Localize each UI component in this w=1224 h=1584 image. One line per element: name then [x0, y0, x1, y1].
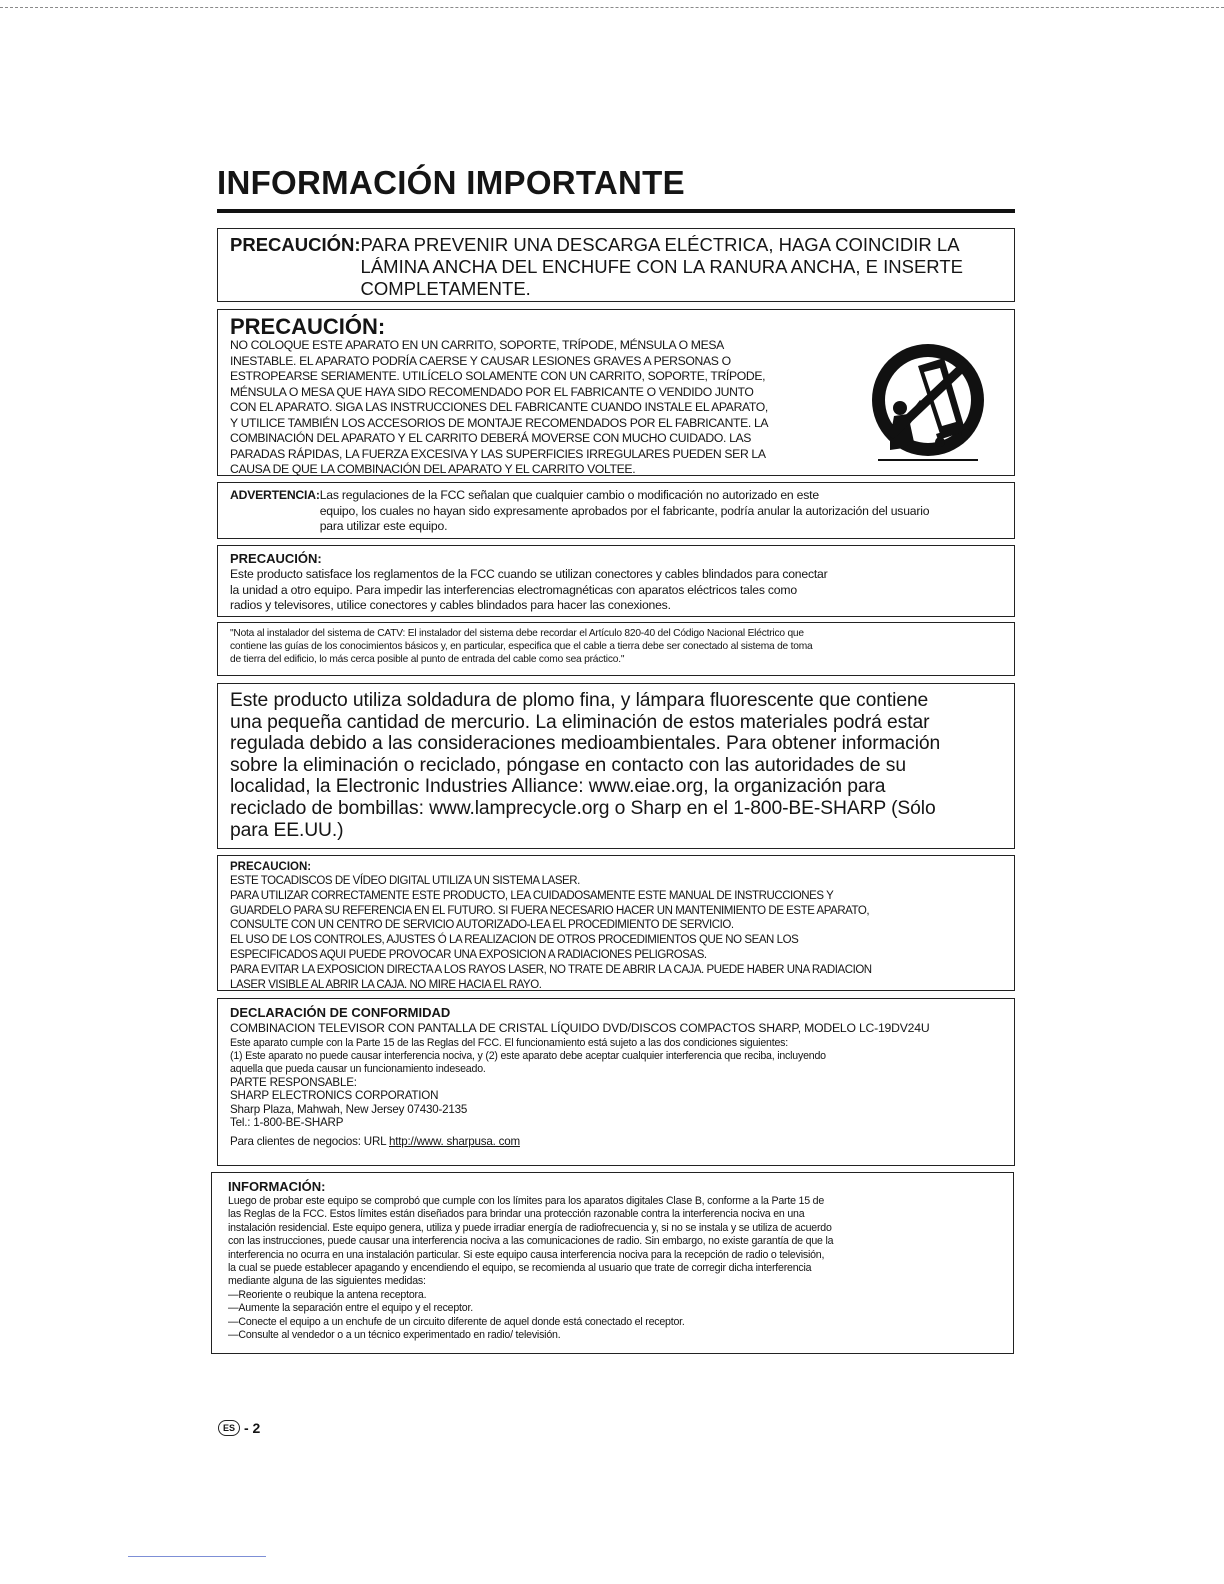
page-number: [218, 1420, 260, 1436]
cart-tip-over-warning-icon: [860, 338, 995, 468]
caution-plug-text: [230, 234, 1002, 300]
caution-cables-box: [217, 545, 1015, 617]
business-url-link[interactable]: http://www. sharpusa. com: [389, 1134, 520, 1148]
fcc-warning-box: [217, 482, 1015, 539]
caution-plug-body: PARA PREVENIR UNA DESCARGA ELÉCTRICA, HAGA COINCIDIR LA LÁMINA ANCHA DEL ENCHUFE CON LA RANURA ANCHA, E INSERTE COMPLETAMENTE.: [360, 234, 963, 299]
title-underline: [217, 209, 1015, 213]
fcc-warning-body: Las regulaciones de la FCC señalan que cualquier cambio o modificación no autorizado en este equipo, los cuales no hayan sido expresamente aprobados por el fabricante, podría anular la autorización del usuario para utilizar este equipo.: [319, 488, 930, 533]
caution-laser-heading: PRECAUCION:: [230, 861, 312, 873]
caution-cables-body: Este producto satisface los reglamentos de la FCC cuando se utilizan conectores y cables blindados para conectar la unidad a otro equipo. Para impedir las interferencias electromagnéticas con aparatos eléctricos tales como radios y televisores, utilice conectores y cables blindados para hacer las conexiones.: [230, 567, 828, 612]
business-url-label: Para clientes de negocios: URL: [230, 1134, 389, 1148]
catv-note-text: "Nota al instalador del sistema de CATV: El instalador del sistema debe recordar el Artículo 820-40 del Código Nacional Eléctrico que contiene las guías de los conocimientos básicos y, en particular, especifica que el cable a tierra debe ser conectado al sistema de toma de tierra del edificio, lo más cerca posible al punto de entrada del cable como sea práctico.": [230, 628, 813, 665]
fcc-warning-label: ADVERTENCIA:: [230, 488, 320, 502]
page-number-text: - 2: [244, 1420, 261, 1436]
mercury-notice-text: Este producto utiliza soldadura de plomo fina, y lámpara fluorescente que contiene una pequeña cantidad de mercurio. La eliminación de estos materiales podrá estar regulada debido a las consideraciones medioambientales. Para obtener información sobre la eliminación o reciclado, póngase en contacto con las autoridades de su localidad, la Electronic Industries Alliance: www.eiae.org, la organización para reciclado de bombillas: www.lamprecycle.org o Sharp en el 1-800-BE-SHARP (Sólo para EE.UU.): [230, 690, 941, 841]
fcc-warning-text: [230, 488, 1002, 535]
catv-note-box: [217, 622, 1015, 676]
caution-cart-body: NO COLOQUE ESTE APARATO EN UN CARRITO, SOPORTE, TRÍPODE, MÉNSULA O MESA INESTABLE. EL APARATO PODRÍA CAERSE Y CAUSAR LESIONES GRAVES A PERSONAS O ESTROPEARSE SERIAMENTE. UTILÍCELO SOLAMENTE CON UN CARRITO, SOPORTE, TRÍPODE, MÉNSULA O MESA QUE HAYA SIDO RECOMENDADO POR EL FABRICANTE O VENDIDO JUNTO CON EL APARATO. SIGA LAS INSTRUCCIONES DEL FABRICANTE CUANDO INSTALE EL APARATO, Y UTILICE TAMBIÉN LOS ACCESORIOS DE MONTAJE RECOMENDADOS POR EL FABRICANTE. LA COMBINACIÓN DEL APARATO Y EL CARRITO DEBERÁ MOVERSE CON MUCHO CUIDADO. LAS PARADAS RÁPIDAS, LA FUERZA EXCESIVA Y LAS SUPERFICIES IRREGULARES PUEDEN SER LA CAUSA DE QUE LA COMBINACIÓN DEL APARATO Y EL CARRITO VOLTEE.: [230, 338, 769, 476]
business-url-line: [230, 1134, 1002, 1150]
conformity-heading: DECLARACIÓN DE CONFORMIDAD: [230, 1005, 451, 1020]
information-body: Luego de probar este equipo se comprobó que cumple con los límites para los aparatos digitales Clase B, conforme a la Parte 15 de las Reglas de la FCC. Estos límites están diseñados para brindar una protección razonable contra la interferencia nociva en una instalación residencial. Este equipo genera, utiliza y puede irradiar energía de radiofrecuencia y, si no se instala y se utiliza de acuerdo con las instrucciones, puede causar una interferencia nociva a las comunicaciones de radio. Sin embargo, no existe garantía de que la interferencia no ocurra en una instalación particular. Si este equipo causa interferencia nociva para la recepción de radio o televisión, la cual se puede establecer apagando y encendiendo el equipo, se recomienda al usuario que trate de corregir dicha interferencia mediante alguna de las siguientes medidas: —Reoriente o reubique la antena receptora. —Aumente la separación entre el equipo y el receptor. —Conecte el equipo a un enchufe de un circuito diferente de aquel donde está conectado el receptor. —Consulte al vendedor o a un técnico experimentado en radio/ televisión.: [228, 1195, 834, 1342]
conformity-body: Este aparato cumple con la Parte 15 de las Reglas del FCC. El funcionamiento está sujeto a las dos condiciones siguientes: (1) Este aparato no puede causar interferencia nociva, y (2) este aparato debe aceptar cualquier interferencia que reciba, incluyendo aquella que pueda causar un funcionamiento indeseado.: [230, 1036, 826, 1075]
conformity-box: [217, 998, 1015, 1166]
top-dashed-rule: [0, 7, 1224, 8]
information-box: [211, 1172, 1014, 1354]
caution-cables-heading: PRECAUCIÓN:: [230, 551, 322, 566]
mercury-notice-box: [217, 683, 1015, 849]
caution-plug-box: [217, 228, 1015, 302]
caution-cart-heading: PRECAUCIÓN:: [230, 314, 386, 339]
caution-laser-body: ESTE TOCADISCOS DE VÍDEO DIGITAL UTILIZA UN SISTEMA LASER. PARA UTILIZAR CORRECTAMENTE ESTE PRODUCTO, LEA CUIDADOSAMENTE ESTE MANUAL DE INSTRUCCIONES Y GUARDELO PARA SU REFERENCIA EN EL FUTURO. SI FUERA NECESARIO HACER UN MANTENIMIENTO DE ESTE APARATO, CONSULTE CON UN CENTRO DE SERVICIO AUTORIZADO-LEA EL PROCEDIMIENTO DE SERVICIO. EL USO DE LOS CONTROLES, AJUSTES Ó LA REALIZACION DE OTROS PROCEDIMIENTOS QUE NO SEAN LOS ESPECIFICADOS AQUI PUEDE PROVOCAR UNA EXPOSICION A RADIACIONES PELIGROSAS. PARA EVITAR LA EXPOSICION DIRECTA A LOS RAYOS LASER, NO TRATE DE ABRIR LA CAJA. PUEDE HABER UNA RADIACION LASER VISIBLE AL ABRIR LA CAJA. NO MIRE HACIA EL RAYO.: [230, 875, 872, 991]
information-heading: INFORMACIÓN:: [228, 1179, 326, 1194]
caution-laser-box: [217, 855, 1015, 991]
bottom-rule: [128, 1556, 266, 1557]
caution-plug-label: PRECAUCIÓN:: [230, 234, 361, 255]
conformity-model-line: COMBINACION TELEVISOR CON PANTALLA DE CRISTAL LÍQUIDO DVD/DISCOS COMPACTOS SHARP, MODELO LC-19DV24U: [230, 1021, 930, 1035]
language-badge: ES: [218, 1420, 240, 1436]
page-title: INFORMACIÓN IMPORTANTE: [217, 164, 685, 201]
responsible-party: PARTE RESPONSABLE: SHARP ELECTRONICS CORPORATION Sharp Plaza, Mahwah, New Jersey 07430-2135 Tel.: 1-800-BE-SHARP: [230, 1075, 468, 1130]
